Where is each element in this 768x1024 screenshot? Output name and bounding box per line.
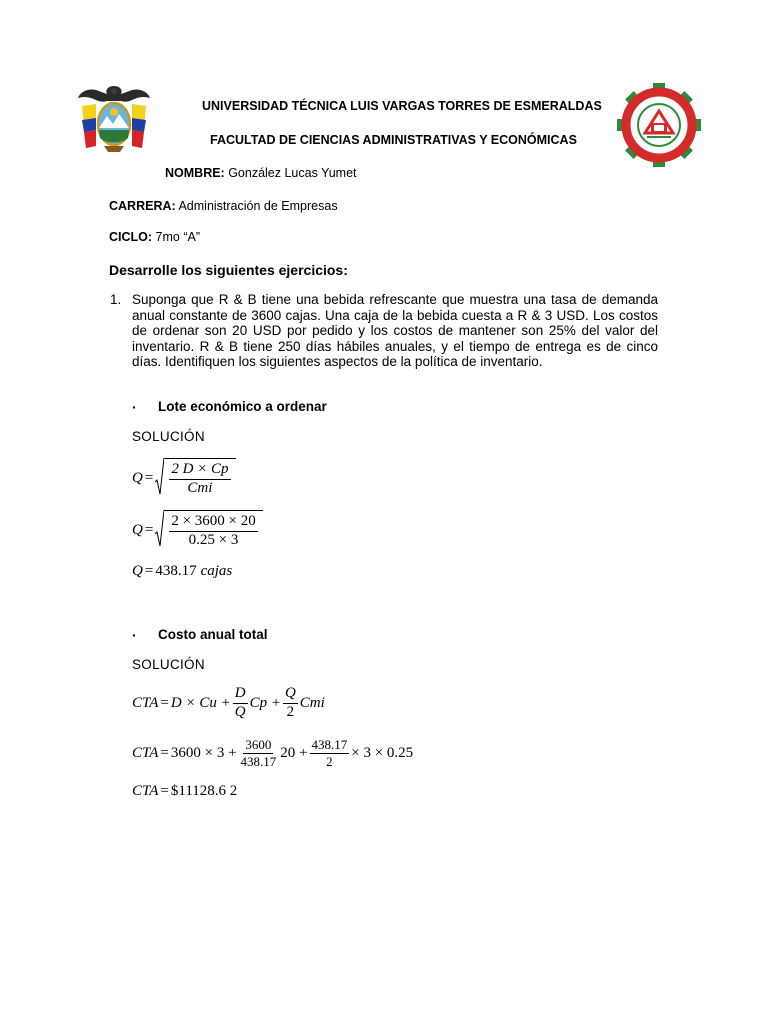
cta-term-a: D × Cu +: [170, 694, 231, 711]
eoq3-q: Q: [132, 563, 143, 579]
radical-sign-icon: [155, 458, 164, 498]
cta2-frac1-den: 438.17: [240, 753, 277, 769]
exercise-text: Suponga que R & B tiene una bebida refrescante que muestra una tasa de demanda anual constante de 3600 cajas. Una caja de la bebida cuesta a R & 3 USD. Los costos de ordenar son 20 USD por pedido y los costos de mantener son 25% del valor del inventario. R & B tiene 250 días hábiles anuales, y el tiempo de entrega es de cinco días. Identifiquen los siguientes aspectos de la política de inventario.: [132, 292, 658, 369]
part2-solution-label: SOLUCIÓN: [132, 657, 205, 672]
eoq-result-value: 438.17: [155, 563, 197, 579]
student-name-line: [165, 166, 357, 180]
eoq2-sqrt: [155, 510, 262, 550]
cta-frac2-num: Q: [283, 686, 298, 704]
instructions-heading: Desarrolle los siguientes ejercicios:: [109, 262, 348, 278]
university-title: UNIVERSIDAD TÉCNICA LUIS VARGAS TORRES DE ESMERALDAS: [202, 99, 602, 113]
faculty-title: FACULTAD DE CIENCIAS ADMINISTRATIVAS Y ECONÓMICAS: [210, 133, 577, 147]
cta2-term-mid: 20 +: [280, 744, 308, 761]
eoq-result: [132, 563, 232, 580]
cta-equals: =: [160, 694, 169, 711]
eoq3-equals: =: [144, 563, 154, 579]
cta3-equals: =: [160, 783, 169, 799]
eoq-result-unit: cajas: [200, 563, 233, 579]
cta-frac1-den: Q: [234, 703, 246, 720]
cta-fraction-q-2: [283, 686, 298, 721]
eoq-numerator: 2 D × Cp: [169, 462, 230, 480]
cta2-fraction-2: [310, 738, 350, 768]
part2-title: Costo anual total: [158, 627, 268, 642]
university-seal-logo: [614, 82, 704, 168]
part1-bullet: ·: [132, 399, 137, 415]
part2-bullet: ·: [132, 627, 137, 643]
cta-frac2-den: 2: [286, 703, 295, 720]
career-label: CARRERA:: [109, 199, 176, 213]
total-cost-result: [132, 783, 237, 800]
eoq-sqrt: [155, 458, 235, 498]
cta-fraction-d-q: [233, 686, 248, 721]
eoq2-numerator: 2 × 3600 × 20: [169, 514, 257, 532]
cta2-term-end: × 3 × 0.25: [351, 744, 414, 761]
cta-term-end: Cmi: [299, 694, 325, 711]
eoq-formula: [132, 458, 236, 498]
eoq2-equals: =: [144, 521, 154, 538]
part1-title: Lote económico a ordenar: [158, 399, 327, 414]
part1-solution-label: SOLUCIÓN: [132, 429, 205, 444]
cta3-label: CTA: [132, 783, 159, 799]
cta2-frac2-num: 438.17: [311, 736, 348, 752]
total-cost-formula: [132, 684, 325, 722]
name-value: González Lucas Yumet: [228, 166, 357, 180]
cta2-label: CTA: [132, 744, 159, 761]
career-value: Administración de Empresas: [178, 199, 338, 213]
cycle-line: [109, 230, 200, 244]
cta2-frac1-num: 3600: [245, 736, 272, 752]
cta-label: CTA: [132, 694, 159, 711]
total-cost-substitution: [132, 734, 413, 772]
eoq2-denominator: 0.25 × 3: [188, 532, 239, 548]
cta-term-mid: Cp +: [249, 694, 281, 711]
eoq2-q: Q: [132, 521, 143, 538]
cycle-label: CICLO:: [109, 230, 153, 244]
cta-result-value: $11128.6 2: [170, 783, 238, 799]
eoq-denominator: Cmi: [187, 480, 213, 496]
eoq-q: Q: [132, 469, 143, 486]
cta2-frac2-den: 2: [326, 753, 333, 769]
eoq2-fraction: [169, 514, 257, 549]
cycle-value: 7mo “A”: [155, 230, 200, 244]
cta2-equals: =: [160, 744, 169, 761]
career-line: [109, 199, 338, 213]
eoq-substitution: [132, 510, 263, 550]
cta2-fraction-1: [239, 738, 279, 768]
name-label: NOMBRE:: [165, 166, 225, 180]
radical-sign-icon: [155, 510, 164, 550]
cta-frac1-num: D: [233, 686, 248, 704]
eoq-fraction: [169, 462, 230, 497]
exercise-number: 1.: [110, 292, 122, 307]
ecuador-coat-of-arms-logo: [74, 82, 154, 156]
cta2-term-a: 3600 × 3 +: [170, 744, 237, 761]
eoq-equals: =: [144, 469, 154, 486]
